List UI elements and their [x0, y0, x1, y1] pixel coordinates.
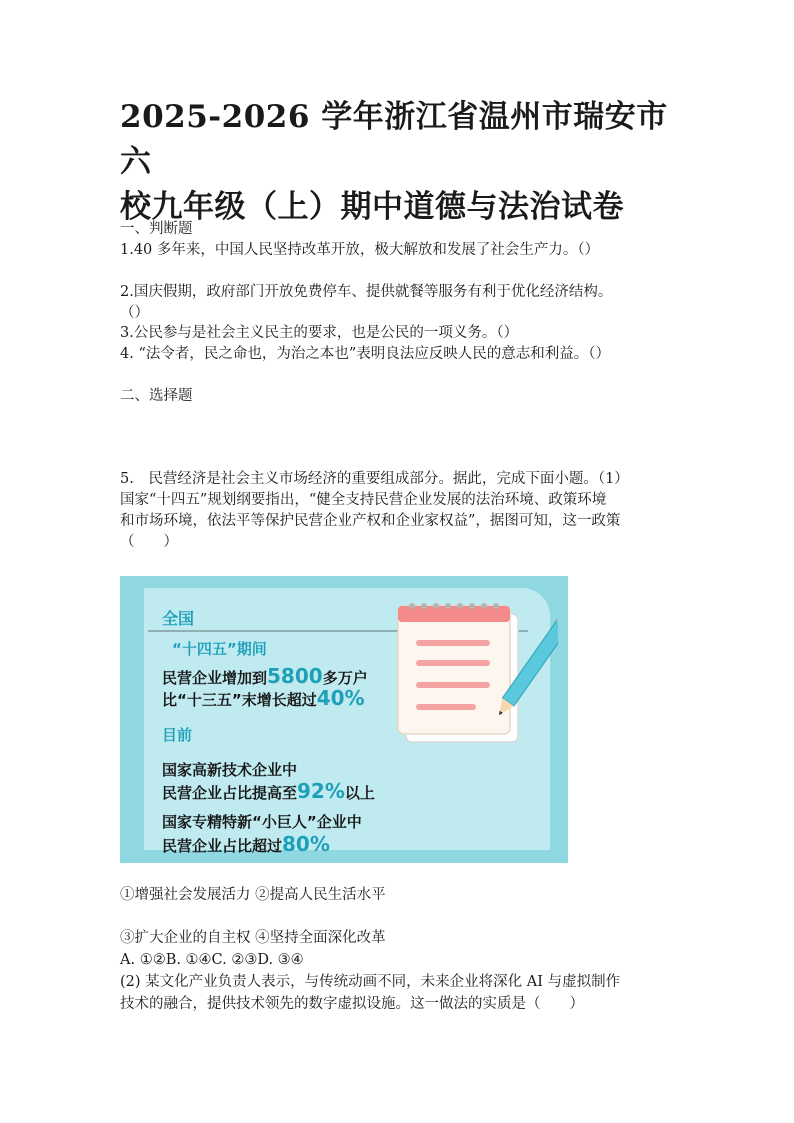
question-1: 1.40 多年来，中国人民坚持改革开放，极大解放和发展了社会生产力。（） — [120, 242, 600, 258]
options-line-1: ①增强社会发展活力 ②提高人民生活水平 — [120, 887, 386, 903]
stat-line-2 — [162, 686, 365, 710]
question-5-line-3: 和市场环境，依法平等保护民营企业产权和企业家权益”，据图可知，这一政策 — [120, 513, 621, 529]
label-current: 目前 — [162, 726, 193, 744]
question-5-line-2: 国家“十四五”规划纲要指出，“健全支持民营企业发展的法治环境、政策环境 — [120, 492, 607, 508]
stat-line-4 — [162, 779, 375, 803]
stat-6-number: 80% — [282, 832, 330, 856]
title-line-2: 校九年级（上）期中道德与法治试卷 — [120, 189, 624, 225]
section-heading-choice: 二、选择题 — [120, 388, 193, 404]
private-economy-infographic — [120, 576, 568, 863]
question-5-line-1: 5. 民营经济是社会主义市场经济的重要组成部分。据此，完成下面小题。（1） — [120, 471, 629, 487]
stat-4-number: 92% — [297, 779, 345, 803]
question-2-line-2: （） — [120, 305, 149, 321]
stat-4-suffix: 以上 — [344, 784, 375, 802]
title-line-1: 2025-2026 学年浙江省温州市瑞安市六 — [120, 99, 668, 180]
label-period: “十四五”期间 — [172, 640, 267, 658]
stat-1-suffix: 多万户 — [322, 669, 368, 687]
stat-1-number: 5800 — [267, 664, 323, 688]
stat-line-3: 国家高新技术企业中 — [162, 761, 298, 779]
stat-line-5: 国家专精特新“小巨人”企业中 — [162, 813, 362, 831]
label-national: 全国 — [162, 609, 195, 628]
section-heading-judgment: 一、判断题 — [120, 221, 193, 237]
stat-4-prefix: 民营企业占比提高至 — [162, 784, 298, 802]
stat-2-number: 40% — [316, 686, 365, 710]
stat-line-6 — [162, 832, 330, 856]
stat-line-1 — [162, 664, 368, 688]
options-line-2: ③扩大企业的自主权 ④坚持全面深化改革 — [120, 930, 386, 946]
answer-choices: A. ①②B. ①④C. ②③D. ③④ — [120, 952, 304, 968]
question-5-part-2-line-1: (2) 某文化产业负责人表示，与传统动画不同，未来企业将深化 AI 与虚拟制作 — [120, 974, 621, 990]
stat-2-prefix: 比“十三五”末增长超过 — [162, 691, 317, 709]
question-2-line-1: 2.国庆假期，政府部门开放免费停车、提供就餐等服务有利于优化经济结构。 — [120, 284, 613, 300]
question-3: 3.公民参与是社会主义民主的要求，也是公民的一项义务。（） — [120, 325, 519, 341]
question-5-part-2-line-2: 技术的融合，提供技术领先的数字虚拟设施。这一做法的实质是（ ） — [120, 996, 584, 1012]
document-title — [120, 95, 680, 230]
question-4: 4. “法令者，民之命也，为治之本也”表明良法应反映人民的意志和利益。（） — [120, 346, 611, 362]
question-5-line-4: （ ） — [120, 534, 178, 550]
stat-1-prefix: 民营企业增加到 — [162, 669, 268, 687]
notepad-pencil-illustration — [388, 592, 558, 752]
stat-6-prefix: 民营企业占比超过 — [162, 837, 283, 855]
